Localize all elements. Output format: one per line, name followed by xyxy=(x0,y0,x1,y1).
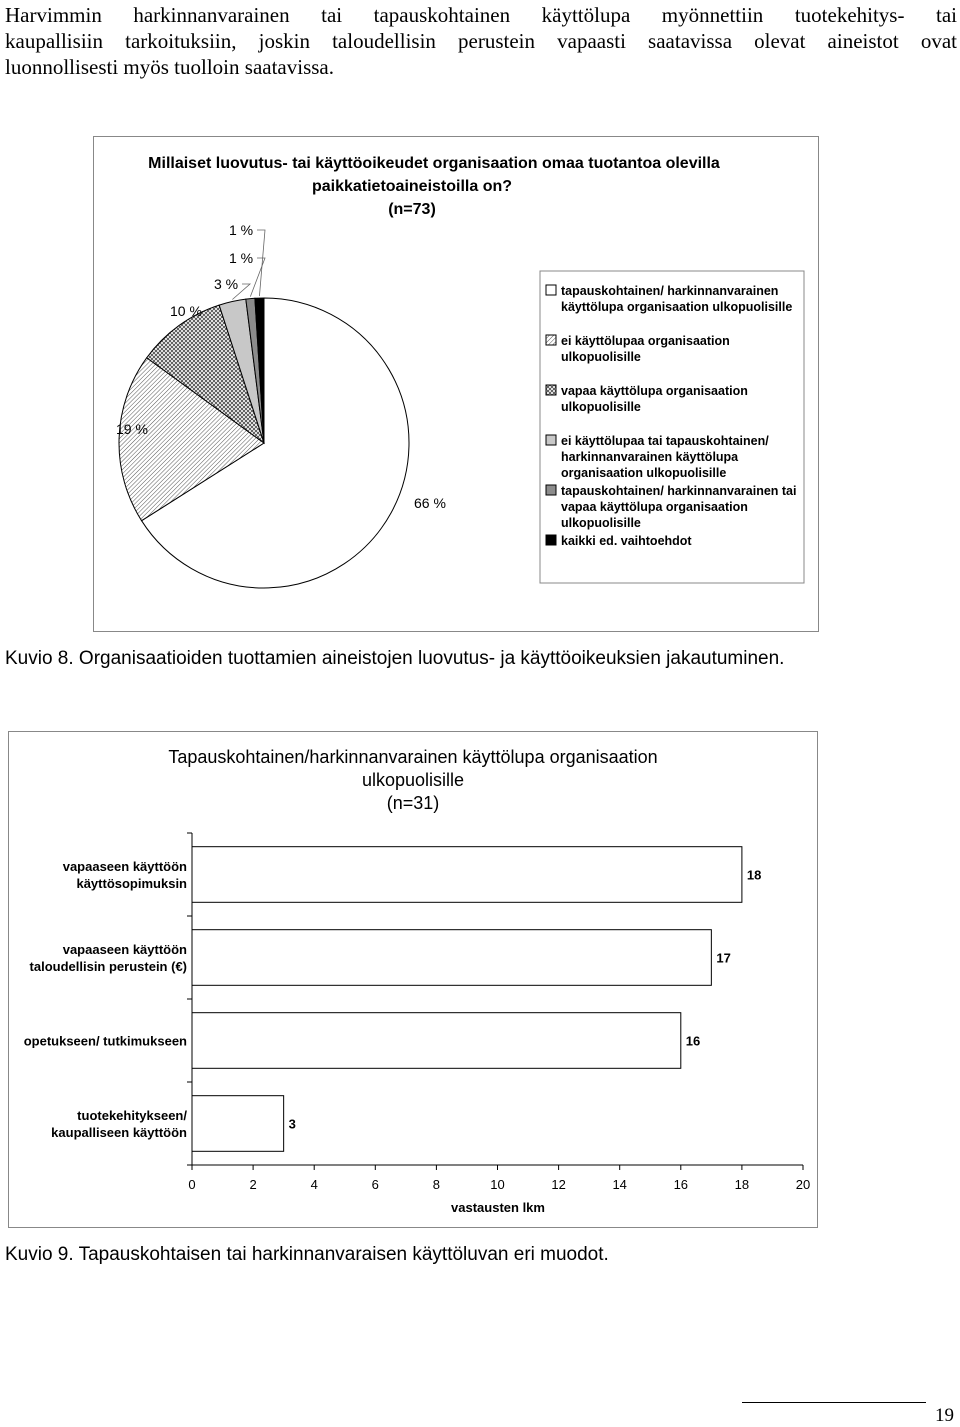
x-tick-label: 14 xyxy=(612,1177,627,1192)
bar-value-label-4: 3 xyxy=(288,1116,296,1132)
bar-2 xyxy=(192,930,711,986)
footer-rule xyxy=(742,1402,926,1403)
bar-category-label-3: opetukseen/ tutkimukseen xyxy=(23,1033,187,1049)
pie-legend-label-5-1: tapauskohtainen/ harkinnanvarainen tai xyxy=(561,484,797,498)
pie-label-6: 1 % xyxy=(229,222,254,238)
x-tick-label: 0 xyxy=(188,1177,196,1192)
bar-category-label-4: kaupalliseen käyttöön xyxy=(51,1125,187,1140)
pie-label-1: 66 % xyxy=(414,495,446,511)
pie-chart-title-line1: Millaiset luovutus- tai käyttöoikeudet organisaation omaa tuotantoa olevilla xyxy=(148,155,720,172)
bar-category-label-1: käyttösopimuksin xyxy=(76,876,187,891)
pie-legend-label-5-3: ulkopuolisille xyxy=(561,516,641,530)
pie-legend-label-3-1: vapaa käyttölupa organisaation xyxy=(561,384,748,398)
x-tick-label: 6 xyxy=(371,1177,379,1192)
bar-1 xyxy=(192,847,742,903)
pie-legend-label-3-2: ulkopuolisille xyxy=(561,400,641,414)
pie-chart-frame xyxy=(93,136,819,632)
pie-chart xyxy=(94,137,818,631)
x-tick-label: 8 xyxy=(432,1177,441,1192)
pie-legend-swatch-6 xyxy=(546,535,556,545)
bar-4 xyxy=(192,1096,284,1152)
bar-value-label-2: 17 xyxy=(716,950,731,966)
pie-legend-label-4-1: ei käyttölupaa tai tapauskohtainen/ xyxy=(561,434,769,448)
pie-legend-label-1-1: tapauskohtainen/ harkinnanvarainen xyxy=(561,284,779,298)
bar-value-label-3: 16 xyxy=(685,1033,701,1049)
pie-chart-subtitle: (n=73) xyxy=(388,201,436,218)
bar-marks xyxy=(24,833,811,1192)
pie-legend-label-1-2: käyttölupa organisaation ulkopuolisille xyxy=(561,300,793,314)
pie-label-2: 19 % xyxy=(116,421,148,437)
bar-chart-title-line2: ulkopuolisille xyxy=(361,770,465,790)
pie-chart-title-line2: paikkatietoaineistoilla on? xyxy=(311,178,513,195)
bar-chart-xlabel: vastausten lkm xyxy=(451,1200,545,1215)
bar-value-label-1: 18 xyxy=(746,867,762,883)
intro-line-2: kaupallisiin tarkoituksiin, joskin taloudellisin perustein vapaasti saatavissa olevat aineistot ovat xyxy=(5,29,957,53)
figure-8-caption: Kuvio 8. Organisaatioiden tuottamien aineistojen luovutus- ja käyttöoikeuksien jakautuminen. xyxy=(5,648,785,669)
x-tick-label: 18 xyxy=(734,1177,750,1192)
bar-category-label-2: vapaaseen käyttöön xyxy=(62,942,187,957)
pie-legend-swatch-2 xyxy=(546,335,556,345)
x-tick-label: 16 xyxy=(673,1177,689,1192)
pie-legend-swatch-3 xyxy=(546,385,556,395)
pie-legend-label-5-2: vapaa käyttölupa organisaation xyxy=(561,500,748,514)
bar-category-label-2: taloudellisin perustein (€) xyxy=(29,959,187,974)
x-tick-label: 20 xyxy=(795,1177,811,1192)
pie-label-5: 1 % xyxy=(229,250,254,266)
intro-paragraph xyxy=(5,2,957,80)
bar-chart-title-line1: Tapauskohtainen/harkinnanvarainen käyttölupa organisaation xyxy=(168,747,658,767)
pie-label-3: 10 % xyxy=(170,303,202,319)
pie-legend-label-4-3: organisaation ulkopuolisille xyxy=(561,466,727,480)
x-tick-label: 10 xyxy=(490,1177,505,1192)
x-tick-label: 4 xyxy=(310,1177,318,1192)
pie-legend-label-2-1: ei käyttölupaa organisaation xyxy=(561,334,730,348)
pie-legend-label-2-2: ulkopuolisille xyxy=(561,350,641,364)
pie-legend-swatch-4 xyxy=(546,435,556,445)
x-tick-label: 2 xyxy=(249,1177,257,1192)
pie-legend xyxy=(546,284,796,548)
pie-label-4: 3 % xyxy=(214,276,239,292)
bar-category-label-4: tuotekehitykseen/ xyxy=(77,1108,187,1123)
page-number: 19 xyxy=(935,1405,954,1426)
bar-chart-subtitle: (n=31) xyxy=(386,793,440,813)
pie-leader-6 xyxy=(257,230,265,296)
figure-9-caption: Kuvio 9. Tapauskohtaisen tai harkinnanvaraisen käyttöluvan eri muodot. xyxy=(5,1244,609,1265)
intro-line-1: Harvimmin harkinnanvarainen tai tapauskohtainen käyttölupa myönnettiin tuotekehitys- tai xyxy=(5,3,957,27)
bar-3 xyxy=(192,1013,681,1069)
bar-category-label-1: vapaaseen käyttöön xyxy=(62,859,187,874)
pie-slices xyxy=(119,298,409,588)
bar-chart xyxy=(9,732,817,1227)
pie-legend-label-6-1: kaikki ed. vaihtoehdot xyxy=(561,534,692,548)
x-tick-label: 12 xyxy=(551,1177,566,1192)
pie-legend-swatch-1 xyxy=(546,285,556,295)
intro-line-3: luonnollisesti myös tuolloin saatavissa. xyxy=(5,55,334,79)
pie-legend-label-4-2: harkinnanvarainen käyttölupa xyxy=(561,450,739,464)
pie-legend-swatch-5 xyxy=(546,485,556,495)
bar-chart-frame xyxy=(8,731,818,1228)
